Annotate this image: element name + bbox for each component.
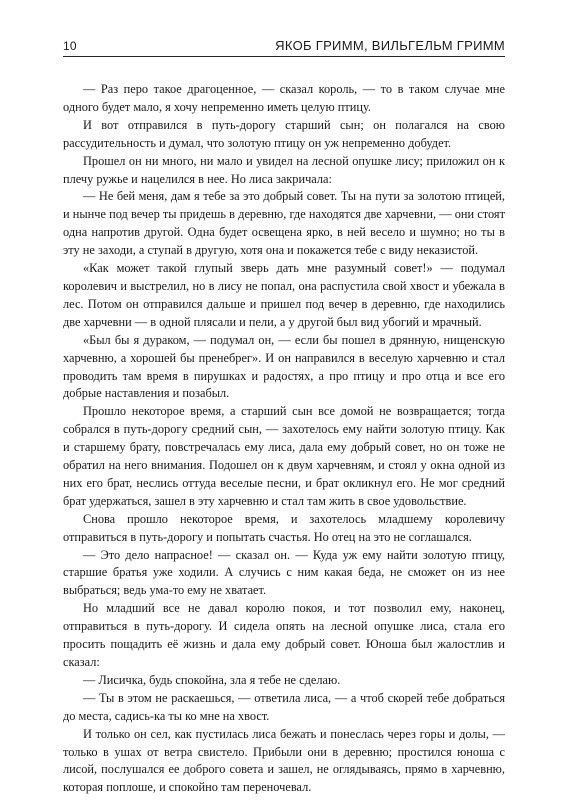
paragraph: Прошло некоторое время, а старший сын все домой не возвращается; тогда собрался в путь-дорогу средний сын, — захотелось ему найти золотую птицу. Как и старшему брату, повстречалась ему лиса, дала ему добрый совет, но он тоже не обратил на него внимания. Подошел он к двум харчевням, и стоял у окна одной из них его брат, неслись оттуда веселые песни, и брат окликнул его. Не мог средний брат удержаться, зашел в эту харчевню и стал там жить в свое удовольствие. [63,404,505,508]
body-text [63,81,505,797]
paragraph: — Это дело напрасное! — сказал он. — Куда уж ему найти золотую птицу, старшие братья уже ходили. А случись с ним какая беда, не сможет он из нее выбраться; ведь ума-то ему не хватает. [63,547,505,598]
paragraph: — Лисичка, будь спокойна, зла я тебе не сделаю. [83,672,341,687]
paragraph: Прошел он ни много, ни мало и увидел на лесной опушке лису; приложил он к плечу ружье и нацелился в нее. Но лиса закричала: [63,153,505,186]
paragraph: — Не бей меня, дам я тебе за это добрый совет. Ты на пути за золотою птицей, и нынче под вечер ты придешь в деревню, где находятся две харчевни, — они стоят одна напротив другой. Одна будет освещена ярко, в ней весело и шумно; но ты в эту не заходи, а ступай в другую, хотя она и покажется тебе с виду неказистой. [63,189,505,258]
page-header [63,36,505,57]
paragraph: — Ты в этом не раскаешься, — ответила лиса, — а чтоб скорей тебе добраться до места, садись-ка ты ко мне на хвост. [63,690,505,723]
paragraph: И вот отправился в путь-дорогу старший сын; он полагался на свою рассудительность и думал, что золотую птицу он уж непременно добудет. [63,117,505,150]
paragraph: — Раз перо такое драгоценное, — сказал король, — то в таком случае мне одного будет мало, я хочу непременно иметь целую птицу. [63,82,505,114]
running-title: ЯКОБ ГРИММ, ВИЛЬГЕЛЬМ ГРИММ [275,38,505,53]
paragraph: И только он сел, как пустилась лиса бежать и понеслась через горы и долы, — только в ушах от ветра свистело. Прибыли они в деревню; простился юноша с лисой, послушался ее доброго совета и зашел, не оглядываясь, прямо в харчевню, которая поплоше, и спокойно там переночевал. [63,726,505,795]
paragraph: Но младший все не давал королю покоя, и тот позволил ему, наконец, отправиться в путь-дорогу. И сидела опять на лесной опушке лиса, стала его просить пощадить её жизнь и дала ему добрый совет. Юноша был жалостлив и сказал: [63,601,505,669]
paragraph: «Как может такой глупый зверь дать мне разумный совет!» — подумал королевич и выстрелил, но в лису не попал, она распустила свой хвост и убежала в лес. Потом он отправился дальше и пришел под вечер в деревню, где находились две харчевни — в одной плясали и пели, а у другой был вид убогий и мрачный. [63,261,505,329]
paragraph: Снова прошло некоторое время, и захотелось младшему королевичу отправиться в путь-дорогу и попытать счастья. Но отец на это не соглашался. [63,511,505,544]
paragraph: «Был бы я дураком, — подумал он, — если бы пошел в дрянную, нищенскую харчевню, а хорошей бы пренебрег». И он направился в веселую харчевню и стал проводить там время в пирушках и радостях, а про птицу и про отца и все его добрые наставления и позабыл. [63,332,505,401]
page-number: 10 [63,39,77,53]
